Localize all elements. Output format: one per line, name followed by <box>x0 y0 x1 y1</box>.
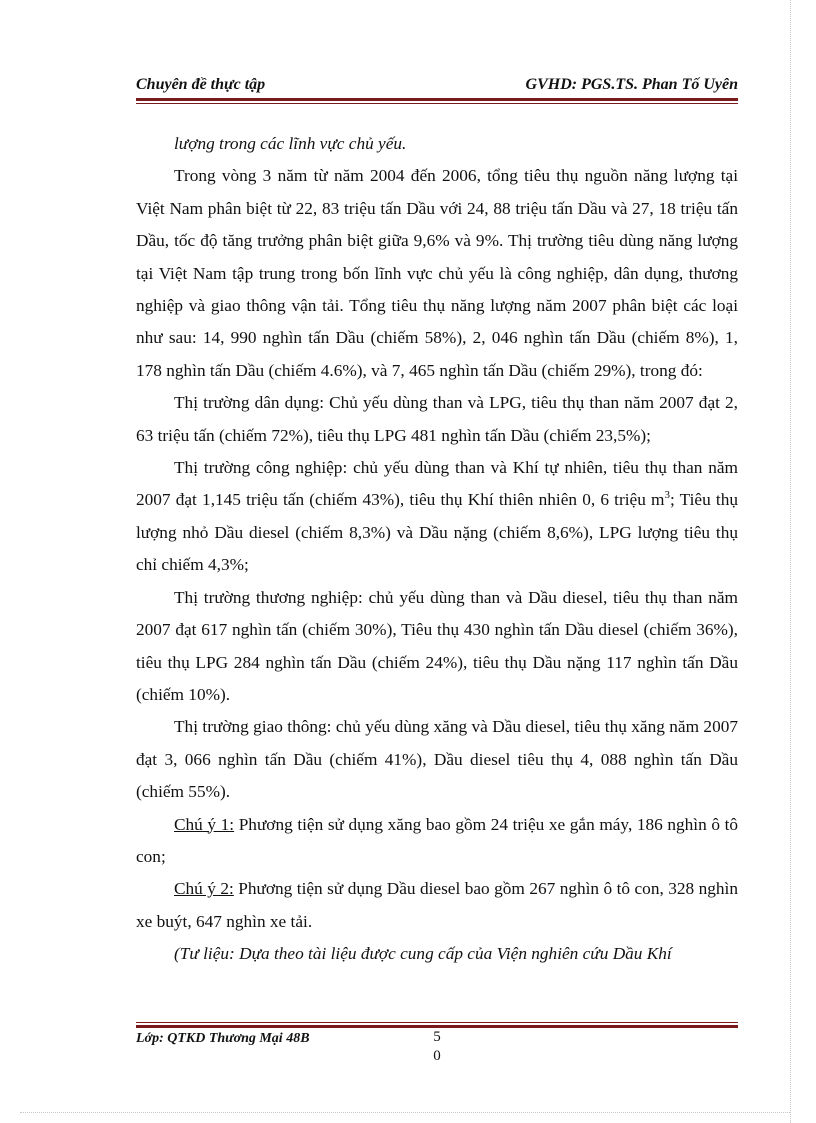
note-1: Chú ý 1: Phương tiện sử dụng xăng bao gồm 24 triệu xe gắn máy, 186 nghìn ô tô con; <box>136 814 739 866</box>
header-rule-thin <box>136 103 738 104</box>
note-2: Chú ý 2: Phương tiện sử dụng Dầu diesel bao gồm 267 nghìn ô tô con, 328 nghìn xe buýt, 647 nghìn xe tải. <box>136 879 738 931</box>
note-1-label: Chú ý 1: <box>174 814 235 834</box>
footer-rule-thin <box>136 1022 738 1023</box>
page-header <box>136 74 738 98</box>
paragraph-continuation: lượng trong các lĩnh vực chủ yếu. <box>174 134 407 153</box>
paragraph-industrial-market: Thị trường công nghiệp: chủ yếu dùng than và Khí tự nhiên, tiêu thụ than năm 2007 đạt 1,145 triệu tấn (chiếm 43%), tiêu thụ Khí thiên nhiên 0, 6 triệu $m^3$; Tiêu thụ lượng nhỏ Dầu diesel (chiếm 8,3%) và Dầu nặng (chiếm 8,6%), LPG lượng tiêu thụ chỉ chiếm 4,3%; <box>136 458 738 575</box>
header-advisor: GVHD: PGS.TS. Phan Tố Uyên <box>525 76 738 93</box>
footer-class: Lớp: QTKD Thương Mại 48B <box>136 1031 310 1046</box>
document-body <box>136 128 738 971</box>
paragraph-transport-market: Thị trường giao thông: chủ yếu dùng xăng và Dầu diesel, tiêu thụ xăng năm 2007 đạt 3, 066 nghìn tấn Dầu (chiếm 41%), Dầu diesel tiêu thụ 4, 088 nghìn tấn Dầu (chiếm 55%). <box>136 717 738 802</box>
page-number: 5 0 <box>433 1029 441 1064</box>
page-boundary-horizontal <box>20 1112 790 1113</box>
header-rule-thick <box>136 98 738 101</box>
note-2-label: Chú ý 2: <box>174 879 234 899</box>
superscript: 3 <box>664 489 670 502</box>
source-citation: (Tư liệu: Dựa theo tài liệu được cung cấp của Viện nghiên cứu Dầu Khí <box>174 944 672 964</box>
header-title: Chuyên đề thực tập <box>136 76 266 93</box>
page-boundary-vertical <box>790 0 791 1123</box>
paragraph-commercial-market: Thị trường thương nghiệp: chủ yếu dùng than và Dầu diesel, tiêu thụ than năm 2007 đạt 617 nghìn tấn (chiếm 30%), Tiêu thụ 430 nghìn tấn Dầu diesel (chiếm 36%), tiêu thụ LPG 284 nghìn tấn Dầu (chiếm 24%), tiêu thụ Dầu nặng 117 nghìn tấn Dầu (chiếm 10%). <box>136 587 738 704</box>
paragraph-residential-market: Thị trường dân dụng: Chủ yếu dùng than và LPG, tiêu thụ than năm 2007 đạt 2, 63 triệu tấn (chiếm 72%), tiêu thụ LPG 481 nghìn tấn Dầu (chiếm 23,5%); <box>136 393 738 445</box>
paragraph-energy-consumption: Trong vòng 3 năm từ năm 2004 đến 2006, tổng tiêu thụ nguồn năng lượng tại Việt Nam phân biệt từ 22, 83 triệu tấn Dầu với 24, 88 triệu tấn Dầu và 27, 18 triệu tấn Dầu, tốc độ tăng trưởng phân biệt giữa 9,6% và 9%. Thị trường tiêu dùng năng lượng tại Việt Nam tập trung trong bốn lĩnh vực chủ yếu là công nghiệp, dân dụng, thương nghiệp và giao thông vận tải. Tổng tiêu thụ năng lượng năm 2007 phân biệt các loại như sau: 14, 990 nghìn tấn Dầu (chiếm 58%), 2, 046 nghìn tấn Dầu (chiếm 8%), 1, 178 nghìn tấn Dầu (chiếm 4.6%), và 7, 465 nghìn tấn Dầu (chiếm 29%), trong đó: <box>136 166 738 380</box>
